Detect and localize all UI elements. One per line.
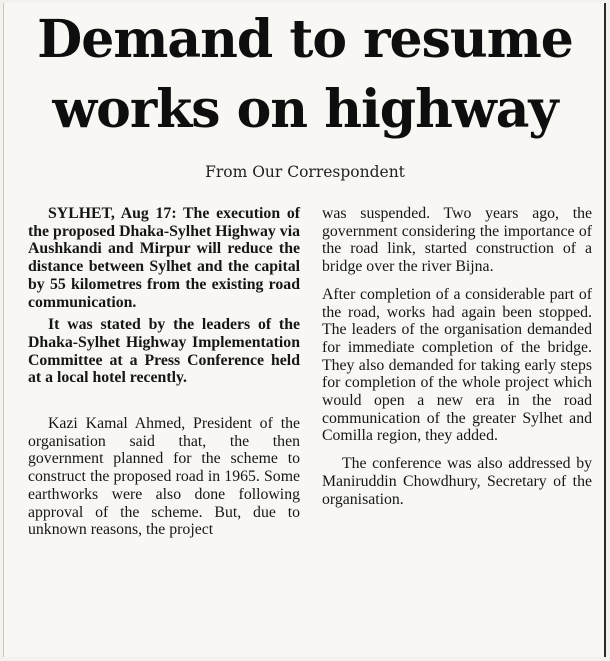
- paragraph-suspended: was suspended. Two years ago, the government considering the importance of the road link, started construction of a bridge over the river Bijna.: [322, 205, 592, 276]
- paragraph-president: Kazi Kamal Ahmed, President of the organisation said that, the then government planned for the scheme to construct the proposed road in 1965. Some earthworks were also done following approval of the scheme. But, due to unknown reasons, the project: [28, 415, 300, 539]
- headline-line-1: Demand to resume: [37, 9, 573, 70]
- headline-line-2: works on highway: [52, 79, 558, 140]
- byline: From Our Correspondent: [205, 163, 405, 181]
- article-column-left: [28, 205, 300, 539]
- paragraph-demands: After completion of a considerable part of the road, works had again been stopped. The leaders of the organisation demanded for immediate completion of the bridge. They also demanded for taking early steps for completion of the whole project which would open a new era in the road communication of the greater Sylhet and Comilla region, they added.: [322, 285, 592, 445]
- article-column-right: [322, 205, 592, 508]
- paragraph-conference: The conference was also addressed by Maniruddin Chowdhury, Secretary of the organisation.: [322, 455, 592, 508]
- paragraph-committee: It was stated by the leaders of the Dhaka-Sylhet Highway Implementation Committee at a Press Conference held at a local hotel recently.: [28, 316, 300, 387]
- paragraph-dateline: SYLHET, Aug 17: The execution of the proposed Dhaka-Sylhet Highway via Aushkandi and Mirpur will reduce the distance between Sylhet and the capital by 55 kilometres from the existing road communication.: [28, 205, 300, 311]
